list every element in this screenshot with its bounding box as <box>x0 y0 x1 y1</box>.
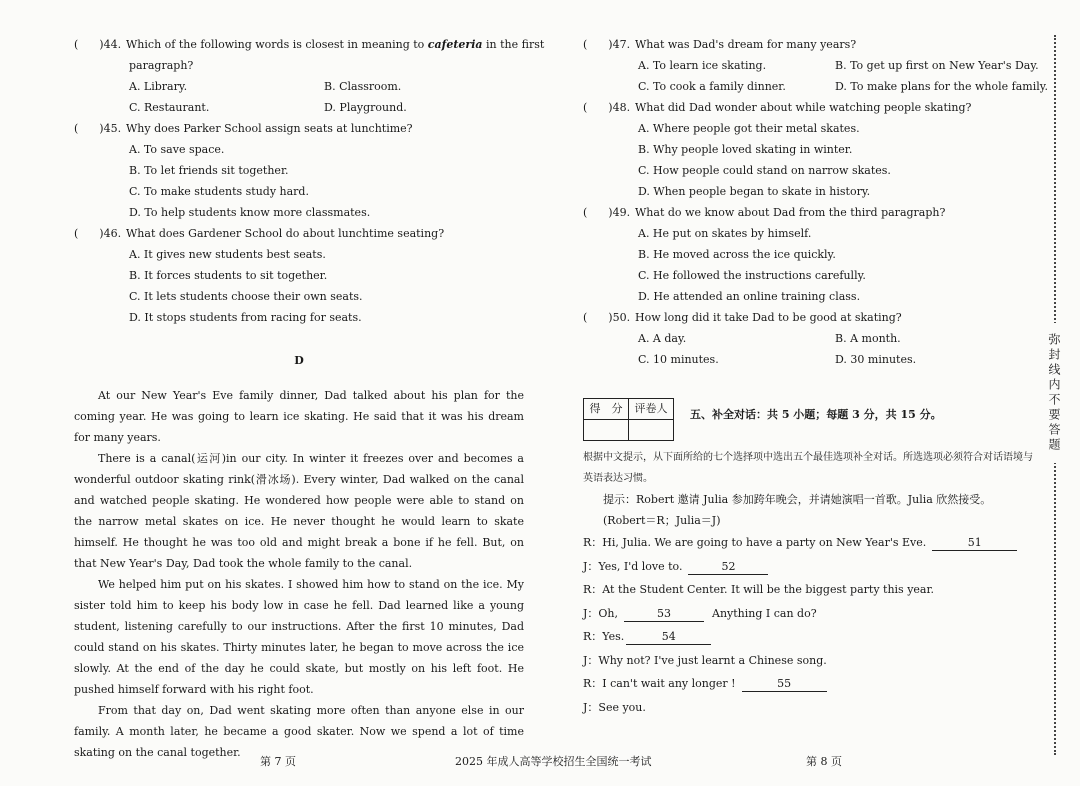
option-a: A. A day. <box>638 332 687 345</box>
answer-bracket: ( )44. <box>74 38 122 51</box>
blank-54[interactable]: 54 <box>626 630 711 645</box>
blank-51[interactable]: 51 <box>932 536 1017 551</box>
option-c: C. 10 minutes. <box>638 353 719 366</box>
option-a: A. Library. <box>129 80 188 93</box>
question-46: ( )46. What does Gardener School do about lunchtime seating? <box>74 227 445 240</box>
dialogue-line-6: J：Why not? I've just learnt a Chinese song. <box>583 653 827 667</box>
score-cell[interactable] <box>584 420 629 441</box>
option-d: D. To make plans for the whole family. <box>835 80 1048 93</box>
binding-seal-text: 弥封线内不要答题 <box>1040 323 1068 463</box>
question-49: ( )49. What do we know about Dad from the third paragraph? <box>583 206 946 219</box>
question-45: ( )45. Why does Parker School assign seats at lunchtime? <box>74 122 413 135</box>
question-44-stem-continued: paragraph? <box>129 59 194 72</box>
page-number-left: 第 7 页 <box>260 755 296 768</box>
grader-cell[interactable] <box>629 420 674 441</box>
dialogue-line-5: R：Yes. 54 <box>583 625 1033 649</box>
q47-options-row2 <box>583 76 1048 97</box>
option-a: A. It gives new students best seats. <box>129 248 326 261</box>
option-c: C. Restaurant. <box>129 101 210 114</box>
option-a: A. He put on skates by himself. <box>638 227 812 240</box>
option-c: C. To make students study hard. <box>129 185 309 198</box>
passage-paragraph-1: At our New Year's Eve family dinner, Dad talked about his plan for the coming year. He was going to learn ice skating. He said that it was his dream for many years. <box>74 389 524 444</box>
grader-header: 评卷人 <box>629 399 674 420</box>
passage-paragraph-3: We helped him put on his skates. I showed him how to stand on the ice. My sister told him to keep his body low in case he fell. Dad learned like a young student, listening carefully to our instructions. After the first 10 minutes, Dad could stand on his skates. Thirty minutes later, he began to move across the ice slowly. At the end of the day he could skate, but mostly on his left foot. He pushed himself forward with his right foot. <box>74 578 524 696</box>
option-b: B. He moved across the ice quickly. <box>638 248 836 261</box>
section-d-heading: D <box>294 354 304 367</box>
option-a: A. Where people got their metal skates. <box>638 122 860 135</box>
section-5-directions: 根据中文提示，从下面所给的七个选择项中选出五个最佳选项补全对话。所选选项必须符合对话语境与英语表达习惯。 <box>583 452 1033 484</box>
dialogue-line-7: R：I can't wait any longer ! 55 <box>583 672 1033 696</box>
option-d: D. He attended an online training class. <box>638 290 861 303</box>
option-c: C. He followed the instructions carefully. <box>638 269 866 282</box>
exam-title-footer: 2025 年成人高等学校招生全国统一考试 <box>455 755 652 768</box>
option-b: B. To let friends sit together. <box>129 164 289 177</box>
score-header: 得 分 <box>584 399 629 420</box>
dialogue-line-8: J：See you. <box>583 700 646 714</box>
section-5-header <box>583 398 1033 441</box>
option-c: C. It lets students choose their own seats. <box>129 290 363 303</box>
option-b: B. A month. <box>835 332 901 345</box>
option-c: C. To cook a family dinner. <box>638 80 786 93</box>
blank-53[interactable]: 53 <box>624 607 704 622</box>
question-48: ( )48. What did Dad wonder about while watching people skating? <box>583 101 972 114</box>
option-b: B. To get up first on New Year's Day. <box>835 59 1039 72</box>
question-44: ( )44. Which of the following words is closest in meaning to cafeteria in the first <box>74 34 524 55</box>
dialogue-hint: 提示：Robert 邀请 Julia 参加跨年晚会，并请她演唱一首歌。Julia 欣然接受。 <box>603 493 992 506</box>
option-a: A. To save space. <box>129 143 225 156</box>
option-d: D. To help students know more classmates. <box>129 206 371 219</box>
passage-paragraph-2: There is a canal(运河)in our city. In winter it freezes over and becomes a wonderful outdoor skating rink(滑冰场). Every winter, Dad walked on the canal and watched people skating. He wondered how people were able to stand on the narrow metal skates on ice. He never thought he would learn to skate himself. He thought he was too old and might break a bone if he fell. But, on that New Year's Day, Dad took the whole family to the canal. <box>74 452 524 570</box>
option-d: D. Playground. <box>324 101 407 114</box>
right-column <box>583 34 1048 719</box>
question-47: ( )47. What was Dad's dream for many years? <box>583 38 857 51</box>
q44-options-row2 <box>74 97 524 118</box>
option-d: D. 30 minutes. <box>835 353 917 366</box>
dialogue-line-2: J：Yes, I'd love to. 52 <box>583 555 1033 579</box>
left-column <box>74 34 545 763</box>
option-d: D. It stops students from racing for seats. <box>129 311 362 324</box>
option-d: D. When people began to skate in history. <box>638 185 871 198</box>
section-5-title: 五、补全对话：共 5 小题；每题 3 分，共 15 分。 <box>690 408 942 421</box>
dialogue-line-3: R：At the Student Center. It will be the biggest party this year. <box>583 583 935 596</box>
option-b: B. It forces students to sit together. <box>129 269 328 282</box>
option-c: C. How people could stand on narrow skates. <box>638 164 891 177</box>
speaker-legend: (Robert＝R；Julia＝J) <box>603 514 721 527</box>
option-b: B. Classroom. <box>324 80 402 93</box>
q47-options-row1 <box>583 55 1039 76</box>
option-b: B. Why people loved skating in winter. <box>638 143 853 156</box>
page-number-right: 第 8 页 <box>806 755 842 768</box>
dialogue-line-4: J：Oh, 53 Anything I can do? <box>583 606 817 620</box>
q50-options-row1 <box>583 328 1033 349</box>
blank-55[interactable]: 55 <box>742 677 827 692</box>
question-50: ( )50. How long did it take Dad to be good at skating? <box>583 311 902 324</box>
blank-52[interactable]: 52 <box>688 560 768 575</box>
q50-options-row2 <box>583 349 1033 370</box>
option-a: A. To learn ice skating. <box>638 59 767 72</box>
dialogue-line-1: R：Hi, Julia. We are going to have a party on New Year's Eve. 51 <box>583 531 1033 555</box>
q44-options-row1 <box>74 76 524 97</box>
score-table <box>583 398 674 441</box>
target-word: cafeteria <box>427 38 483 51</box>
passage-paragraph-4: From that day on, Dad went skating more often than anyone else in our family. A month later, he became a good skater. Now we spend a lot of time skating on the canal together. <box>74 704 524 759</box>
